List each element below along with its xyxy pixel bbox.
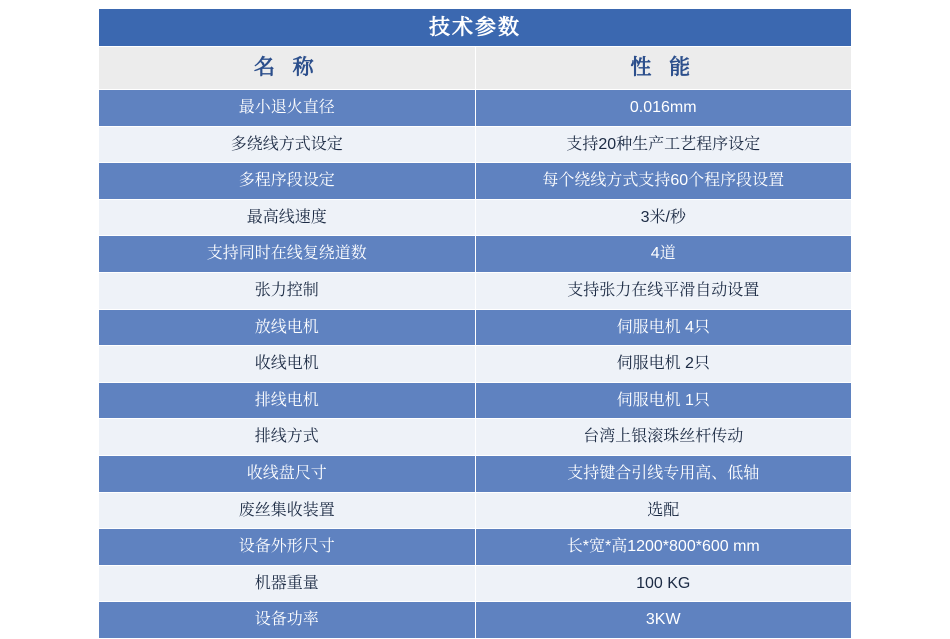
row-name-label: 排线方式	[254, 428, 319, 446]
row-name-label: 废丝集收装置	[238, 501, 335, 519]
row-value-label: 100 KG	[636, 574, 691, 592]
row-value-label: 选配	[647, 501, 680, 519]
row-name-label: 设备功率	[254, 611, 319, 629]
row-value-label: 3米/秒	[640, 208, 686, 226]
row-name-cell	[99, 419, 476, 456]
table-row	[99, 346, 852, 383]
table-row	[99, 272, 852, 309]
row-value-label: 3KW	[645, 611, 681, 629]
row-name-label: 收线盘尺寸	[246, 464, 327, 482]
table-row	[99, 236, 852, 273]
table-row	[99, 199, 852, 236]
row-value-cell	[475, 126, 852, 163]
table-row	[99, 565, 852, 602]
row-value-label: 伺服电机 1只	[616, 391, 710, 409]
row-value-cell	[475, 529, 852, 566]
row-name-label: 收线电机	[254, 355, 319, 373]
row-value-label: 0.016mm	[629, 99, 697, 116]
row-name-label: 张力控制	[254, 281, 319, 299]
table-row	[99, 492, 852, 529]
row-value-cell	[475, 90, 852, 127]
row-name-cell	[99, 602, 476, 639]
row-name-cell	[99, 90, 476, 127]
table-row	[99, 163, 852, 200]
table-row	[99, 602, 852, 639]
table-row	[99, 455, 852, 492]
table-row	[99, 419, 852, 456]
row-name-cell	[99, 455, 476, 492]
table-row	[99, 382, 852, 419]
row-value-cell	[475, 346, 852, 383]
row-value-cell	[475, 163, 852, 200]
table-title: 技术参数	[429, 15, 521, 39]
row-name-label: 最高线速度	[246, 208, 327, 226]
row-name-label: 排线电机	[254, 391, 319, 409]
row-value-cell	[475, 455, 852, 492]
row-value-label: 4道	[650, 245, 676, 263]
row-name-cell	[99, 309, 476, 346]
row-value-cell	[475, 199, 852, 236]
row-name-cell	[99, 126, 476, 163]
row-name-cell	[99, 163, 476, 200]
column-header-performance-label: 性 能	[630, 56, 697, 80]
row-value-cell	[475, 236, 852, 273]
row-name-label: 设备外形尺寸	[238, 538, 335, 556]
row-name-cell	[99, 382, 476, 419]
row-name-label: 放线电机	[254, 318, 319, 336]
row-value-label: 长*宽*高1200*800*600 mm	[566, 538, 760, 556]
row-value-label: 台湾上银滚珠丝杆传动	[583, 428, 744, 446]
row-name-label: 多绕线方式设定	[230, 135, 343, 153]
table-title-row	[99, 9, 852, 47]
table-row	[99, 529, 852, 566]
row-value-cell	[475, 602, 852, 639]
row-name-cell	[99, 199, 476, 236]
row-name-label: 机器重量	[254, 574, 319, 592]
row-value-cell	[475, 309, 852, 346]
technical-parameters-table	[98, 8, 852, 639]
column-header-performance	[475, 47, 852, 90]
table-body	[99, 9, 852, 639]
row-value-label: 支持张力在线平滑自动设置	[567, 281, 760, 299]
row-name-cell	[99, 236, 476, 273]
row-name-cell	[99, 565, 476, 602]
column-header-name-label: 名 称	[253, 56, 320, 80]
row-name-cell	[99, 492, 476, 529]
row-value-label: 支持20种生产工艺程序设定	[566, 135, 761, 153]
row-value-cell	[475, 382, 852, 419]
table-row	[99, 309, 852, 346]
row-name-cell	[99, 272, 476, 309]
row-value-cell	[475, 565, 852, 602]
row-name-label: 多程序段设定	[238, 172, 335, 190]
row-value-label: 伺服电机 4只	[616, 318, 710, 336]
row-value-cell	[475, 272, 852, 309]
row-name-cell	[99, 346, 476, 383]
table-row	[99, 126, 852, 163]
row-name-label: 最小退火直径	[238, 99, 335, 116]
row-value-label: 每个绕线方式支持60个程序段设置	[542, 172, 785, 190]
row-name-cell	[99, 529, 476, 566]
row-value-cell	[475, 492, 852, 529]
row-value-label: 支持键合引线专用高、低轴	[567, 464, 760, 482]
table-row	[99, 90, 852, 127]
row-value-cell	[475, 419, 852, 456]
table-header-row	[99, 47, 852, 90]
row-name-label: 支持同时在线复绕道数	[206, 245, 367, 263]
column-header-name	[99, 47, 476, 90]
row-value-label: 伺服电机 2只	[616, 355, 710, 373]
table-title-cell	[99, 9, 852, 47]
